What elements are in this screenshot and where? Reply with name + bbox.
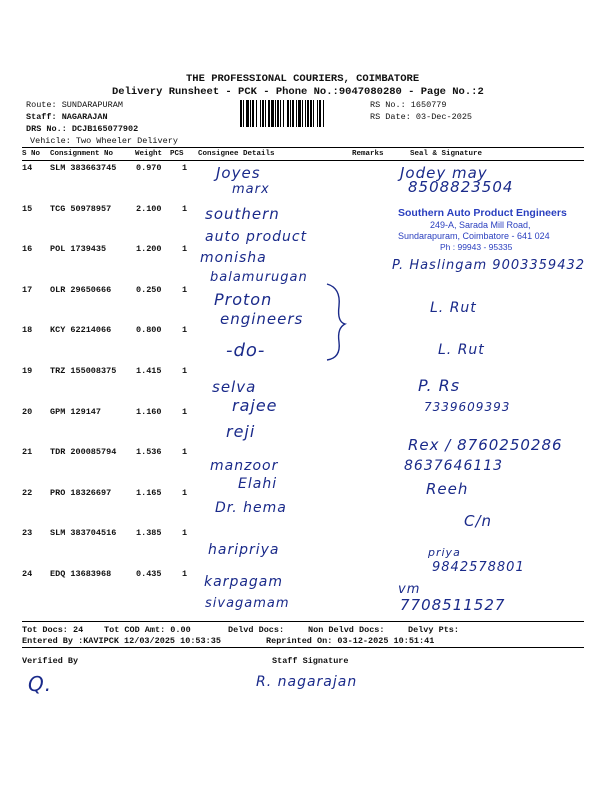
staff-label: Staff: NAGARAJAN	[26, 112, 108, 122]
hw-sign-24b: 7708511527	[400, 596, 506, 614]
hw-consignee-16a: monisha	[200, 250, 267, 266]
row-sno: 14	[22, 163, 33, 173]
row-consignment-no: KCY 62214066	[50, 325, 112, 336]
hw-sign-17: L. Rut	[430, 300, 477, 316]
hw-consignee-21b: Elahi	[238, 476, 278, 492]
row-weight: 1.536	[136, 447, 162, 458]
total-cod: Tot COD Amt: 0.00	[104, 625, 191, 635]
row-pcs: 1	[182, 528, 188, 539]
hw-consignee-14a: Joyes	[216, 164, 261, 182]
hw-sign-14b: 8508823504	[408, 178, 514, 196]
row-weight: 0.970	[136, 163, 162, 173]
hw-sign-22: C/n	[464, 512, 493, 530]
hw-consignee-24b: sivagamam	[205, 596, 290, 611]
row-consignment-no: PRO 18326697	[50, 487, 112, 498]
hw-consignee-18: -do-	[226, 340, 266, 361]
col-sno: S No	[22, 150, 41, 158]
row-pcs: 1	[182, 406, 188, 417]
brace-mark	[325, 282, 349, 362]
row-sno: 23	[22, 528, 33, 539]
row-pcs: 1	[182, 244, 188, 255]
hw-consignee-19b: rajee	[232, 396, 278, 415]
row-pcs: 1	[182, 487, 188, 498]
hw-consignee-17b: engineers	[220, 310, 304, 328]
row-pcs: 1	[182, 163, 188, 173]
hw-consignee-21a: manzoor	[210, 458, 279, 474]
runsheet-subtitle: Delivery Runsheet - PCK - Phone No.:9047080280 - Page No.:2	[112, 86, 484, 98]
delivery-points: Delvy Pts:	[408, 625, 460, 635]
row-weight: 0.800	[136, 325, 162, 336]
row-weight: 1.160	[136, 406, 162, 417]
row-pcs: 1	[182, 325, 188, 336]
company-title: THE PROFESSIONAL COURIERS, COIMBATORE	[186, 73, 420, 85]
row-consignment-no: SLM 383663745	[50, 163, 117, 173]
col-weight: Weight	[135, 150, 163, 158]
row-sno: 19	[22, 366, 33, 376]
hw-sign-14a: Jodey may	[400, 164, 488, 182]
row-pcs: 1	[182, 569, 188, 579]
hw-sign-16: P. Haslingam 9003359432	[392, 258, 586, 273]
hw-sign-21b: Reeh	[426, 480, 469, 498]
row-sno: 17	[22, 284, 33, 295]
hw-consignee-19a: selva	[212, 378, 257, 396]
verified-by-label: Verified By	[22, 656, 79, 666]
hw-sign-19b: 7339609393	[424, 400, 511, 414]
entered-by: Entered By :KAVIPCK 12/03/2025 10:53:35	[22, 636, 221, 646]
stamp-address-1: 249-A, Sarada Mill Road,	[430, 220, 531, 230]
row-sno: 18	[22, 325, 33, 336]
hw-sign-23a: priya	[428, 546, 461, 559]
row-consignment-no: OLR 29650666	[50, 284, 112, 295]
row-pcs: 1	[182, 203, 188, 214]
row-sno: 15	[22, 203, 33, 214]
row-consignment-no: EDQ 13683968	[50, 569, 112, 579]
rs-date: RS Date: 03-Dec-2025	[370, 112, 473, 122]
col-consignment: Consignment No	[50, 150, 114, 158]
hw-sign-24a: vm	[398, 582, 421, 597]
hw-consignee-24a: karpagam	[204, 574, 284, 590]
drs-label: DRS No.: DCJB165077902	[26, 124, 139, 134]
row-pcs: 1	[182, 447, 188, 458]
hw-consignee-17a: Proton	[214, 290, 273, 309]
hw-consignee-14b: marx	[232, 182, 270, 197]
row-pcs: 1	[182, 284, 188, 295]
hw-sign-21a: 8637646113	[404, 458, 504, 474]
row-sno: 16	[22, 244, 33, 255]
verified-signature: Q.	[28, 672, 53, 696]
staff-signature: R. nagarajan	[256, 674, 358, 690]
hw-sign-23b: 9842578801	[432, 560, 525, 575]
total-docs: Tot Docs: 24	[22, 625, 84, 635]
stamp-phone: Ph : 99943 - 95335	[440, 242, 513, 252]
row-weight: 0.435	[136, 569, 162, 579]
route-label: Route: SUNDARAPURAM	[26, 100, 123, 110]
row-weight: 1.415	[136, 366, 162, 376]
col-pcs: PCS	[170, 150, 184, 158]
row-weight: 0.250	[136, 284, 162, 295]
barcode	[240, 100, 368, 127]
row-weight: 2.100	[136, 203, 162, 214]
staff-signature-label: Staff Signature	[272, 656, 349, 666]
stamp-company-name: Southern Auto Product Engineers	[398, 207, 567, 219]
col-consignee: Consignee Details	[198, 150, 275, 158]
stamp-address-2: Sundarapuram, Coimbatore - 641 024	[398, 231, 550, 241]
row-sno: 20	[22, 406, 33, 417]
row-weight: 1.385	[136, 528, 162, 539]
vehicle-label: Vehicle: Two Wheeler Delivery	[30, 136, 178, 146]
row-consignment-no: GPM 129147	[50, 406, 102, 417]
hw-consignee-16b: balamurugan	[210, 270, 308, 285]
rs-no: RS No.: 1650779	[370, 100, 447, 110]
hw-sign-18: L. Rut	[438, 342, 485, 358]
row-pcs: 1	[182, 366, 188, 376]
delivered-docs: Delvd Docs:	[228, 625, 285, 635]
hw-consignee-23: haripriya	[208, 542, 280, 558]
col-seal: Seal & Signature	[410, 150, 483, 158]
hw-sign-20: Rex / 8760250286	[408, 436, 563, 454]
row-sno: 24	[22, 569, 33, 579]
row-consignment-no: POL 1739435	[50, 244, 107, 255]
row-consignment-no: SLM 383704516	[50, 528, 117, 539]
row-consignment-no: TDR 200085794	[50, 447, 117, 458]
hw-consignee-22: Dr. hema	[215, 500, 287, 516]
non-delivered-docs: Non Delvd Docs:	[308, 625, 385, 635]
row-sno: 21	[22, 447, 33, 458]
hw-consignee-20: reji	[226, 422, 256, 441]
row-weight: 1.200	[136, 244, 162, 255]
hw-consignee-15a: southern	[205, 205, 280, 223]
row-consignment-no: TCG 50978957	[50, 203, 112, 214]
row-sno: 22	[22, 487, 33, 498]
row-weight: 1.165	[136, 487, 162, 498]
row-consignment-no: TRZ 155008375	[50, 366, 117, 376]
hw-sign-19a: P. Rs	[418, 376, 461, 395]
hw-consignee-15b: auto product	[205, 229, 308, 245]
reprinted-on: Reprinted On: 03-12-2025 10:51:41	[266, 636, 435, 646]
col-remarks: Remarks	[352, 150, 384, 158]
